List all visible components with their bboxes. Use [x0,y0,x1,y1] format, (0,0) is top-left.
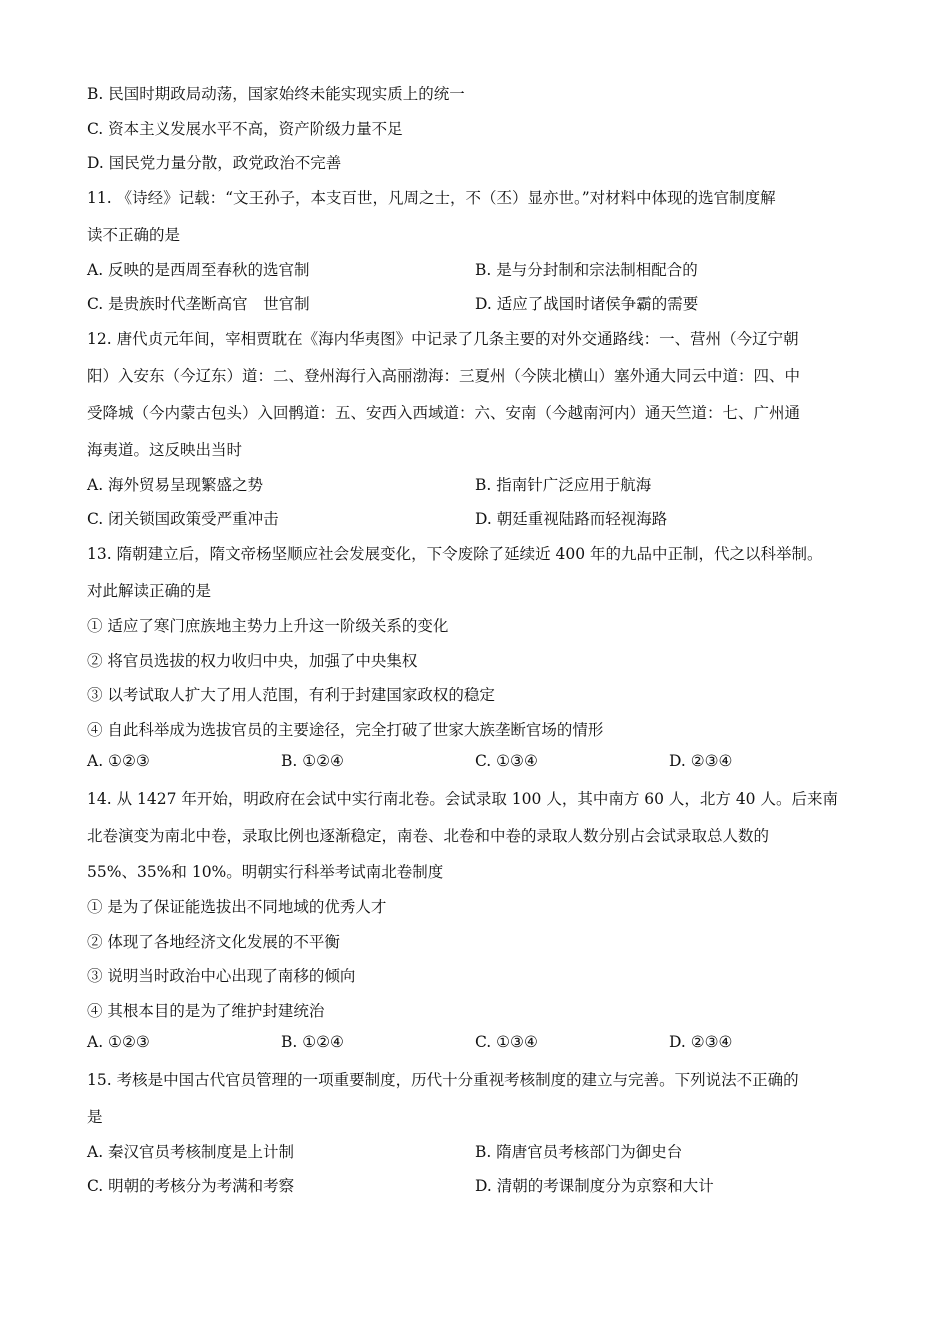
q14-stem-line-3: 55%、35%和 10%。明朝实行科举考试南北卷制度 [87,863,444,881]
q12-option-a: A. 海外贸易呈现繁盛之势 [87,476,264,494]
q13-option-c: C. ①③④ [475,752,538,770]
q13-item-2: ② 将官员选拔的权力收归中央，加强了中央集权 [87,652,418,670]
q10-option-d: D. 国民党力量分散，政党政治不完善 [87,154,342,172]
q15-stem-line-1: 15. 考核是中国古代官员管理的一项重要制度，历代十分重视考核制度的建立与完善。下列说法不正确的 [87,1071,799,1089]
q14-item-2: ② 体现了各地经济文化发展的不平衡 [87,933,340,951]
q12-stem-line-1: 12. 唐代贞元年间，宰相贾耽在《海内华夷图》中记录了几条主要的对外交通路线：一、营州（今辽宁朝 [87,330,799,348]
q14-option-a: A. ①②③ [87,1033,150,1051]
q10-option-b: B. 民国时期政局动荡，国家始终未能实现实质上的统一 [87,85,465,103]
q15-option-a: A. 秦汉官员考核制度是上计制 [87,1143,295,1161]
q13-item-1: ① 适应了寒门庶族地主势力上升这一阶级关系的变化 [87,617,449,635]
q13-stem-line-2: 对此解读正确的是 [87,582,212,600]
q11-option-c: C. 是贵族时代垄断高官 世官制 [87,295,310,313]
q12-option-b: B. 指南针广泛应用于航海 [475,476,652,494]
q15-option-b: B. 隋唐官员考核部门为御史台 [475,1143,683,1161]
q13-item-3: ③ 以考试取人扩大了用人范围，有利于封建国家政权的稳定 [87,686,495,704]
q13-option-a: A. ①②③ [87,752,150,770]
q11-stem-line-1: 11. 《诗经》记载：“文王孙子，本支百世，凡周之士，不（丕）显亦世。”对材料中体现的选官制度解 [87,189,776,207]
q15-option-c: C. 明朝的考核分为考满和考察 [87,1177,295,1195]
q14-option-c: C. ①③④ [475,1033,538,1051]
q11-stem-line-2: 读不正确的是 [87,226,181,244]
q12-option-c: C. 闭关锁国政策受严重冲击 [87,510,279,528]
q14-option-b: B. ①②④ [281,1033,344,1051]
q13-stem-line-1: 13. 隋朝建立后，隋文帝杨坚顺应社会发展变化，下令废除了延续近 400 年的九品中正制，代之以科举制。 [87,545,823,563]
q13-option-d: D. ②③④ [669,752,733,770]
q14-item-1: ① 是为了保证能选拔出不同地域的优秀人才 [87,898,387,916]
q14-item-4: ④ 其根本目的是为了维护封建统治 [87,1002,325,1020]
q14-option-d: D. ②③④ [669,1033,733,1051]
q11-option-d: D. 适应了战国时诸侯争霸的需要 [475,295,699,313]
q14-item-3: ③ 说明当时政治中心出现了南移的倾向 [87,967,356,985]
q14-stem-line-1: 14. 从 1427 年开始，明政府在会试中实行南北卷。会试录取 100 人，其中南方 60 人，北方 40 人。后来南 [87,790,838,808]
q15-option-d: D. 清朝的考课制度分为京察和大计 [475,1177,714,1195]
q14-stem-line-2: 北卷演变为南北中卷，录取比例也逐渐稳定，南卷、北卷和中卷的录取人数分别占会试录取总人数的 [87,827,770,845]
q10-option-c: C. 资本主义发展水平不高，资产阶级力量不足 [87,120,403,138]
q12-stem-line-2: 阳）入安东（今辽东）道：二、登州海行入高丽渤海：三夏州（今陕北横山）塞外通大同云中道：四、中 [87,367,801,385]
q11-option-b: B. 是与分封制和宗法制相配合的 [475,261,698,279]
q13-option-b: B. ①②④ [281,752,344,770]
q12-stem-line-4: 海夷道。这反映出当时 [87,441,243,459]
q13-item-4: ④ 自此科举成为选拔官员的主要途径，完全打破了世家大族垄断官场的情形 [87,721,604,739]
q12-stem-line-3: 受降城（今内蒙古包头）入回鹘道：五、安西入西域道：六、安南（今越南河内）通天竺道：七、广州通 [87,404,801,422]
q12-option-d: D. 朝廷重视陆路而轻视海路 [475,510,668,528]
q15-stem-line-2: 是 [87,1108,103,1126]
q11-option-a: A. 反映的是西周至春秋的选官制 [87,261,310,279]
